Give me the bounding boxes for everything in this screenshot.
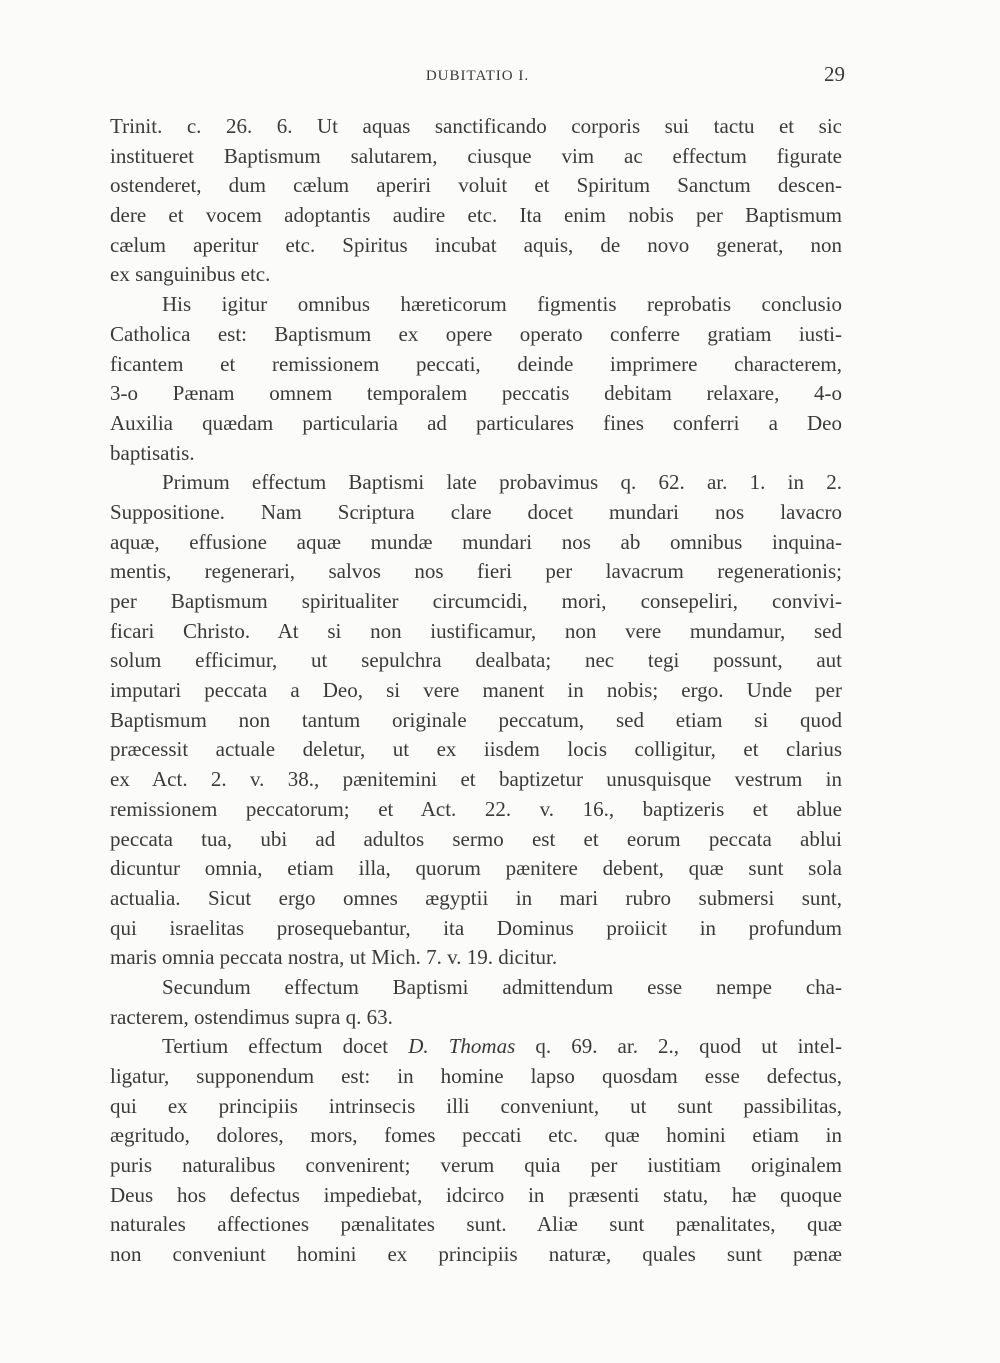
text-line: ficantem et remissionem peccati, deinde imprimere characterem,: [110, 351, 842, 376]
text-line: mentis, regenerari, salvos nos fieri per lavacrum regenerationis;: [110, 559, 842, 584]
text-line: Secundum effectum Baptismi admittendum esse nempe cha-: [162, 974, 842, 999]
text-line: præcessit actuale deletur, ut ex iisdem locis colligitur, et clarius: [110, 737, 842, 762]
text-line: Primum effectum Baptismi late probavimus q. 62. ar. 1. in 2.: [162, 470, 842, 495]
text-line: Suppositione. Nam Scriptura clare docet mundari nos lavacro: [110, 499, 842, 524]
text-line: per Baptismum spiritualiter circumcidi, mori, consepeliri, convivi-: [110, 589, 842, 613]
text-line: naturales affectiones pænalitates sunt. Aliæ sunt pænalitates, quæ: [110, 1212, 842, 1237]
text-line: dicuntur omnia, etiam illa, quorum pænitere debent, quæ sunt sola: [110, 856, 842, 881]
text-line: ex Act. 2. v. 38., pænitemini et baptizetur unusquisque vestrum in: [110, 767, 842, 792]
text-line: dere et vocem adoptantis audire etc. Ita enim nobis per Baptismum: [110, 203, 842, 228]
text-line: Catholica est: Baptismum ex opere operato conferre gratiam iusti-: [110, 321, 842, 346]
text-line: qui israelitas prosequebantur, ita Dominus proiicit in profundum: [110, 915, 842, 940]
text-line: remissionem peccatorum; et Act. 22. v. 16., baptizeris et ablue: [110, 796, 842, 821]
text-line: qui ex principiis intrinsecis illi conveniunt, ut sunt passibilitas,: [110, 1093, 842, 1118]
text-line: aquæ, effusione aquæ mundæ mundari nos ab omnibus inquina-: [110, 529, 842, 554]
text-line: actualia. Sicut ergo omnes ægyptii in mari rubro submersi sunt,: [110, 885, 842, 910]
text-line: His igitur omnibus hæreticorum figmentis reprobatis conclusio: [162, 292, 842, 317]
text-line: ficari Christo. At si non iustificamur, non vere mundamur, sed: [110, 618, 842, 643]
text-line: solum efficimur, ut sepulchra dealbata; nec tegi possunt, aut: [110, 648, 842, 673]
text-line: 3-o Pænam omnem temporalem peccatis debitam relaxare, 4-o: [110, 381, 842, 406]
running-head: [110, 62, 845, 92]
text-line: institueret Baptismum salutarem, ciusque vim ac effectum figurate: [110, 143, 842, 168]
text-line: cælum aperitur etc. Spiritus incubat aquis, de novo generat, non: [110, 232, 842, 257]
body-text: [110, 112, 842, 1270]
text-line: Baptismum non tantum originale peccatum, sed etiam si quod: [110, 707, 842, 732]
text-line: racterem, ostendimus supra q. 63.: [110, 1004, 393, 1029]
text-line: ostenderet, dum cælum aperiri voluit et Spiritum Sanctum descen-: [110, 173, 842, 198]
text-line: imputari peccata a Deo, si vere manent in nobis; ergo. Unde per: [110, 678, 842, 703]
text-line: Auxilia quædam particularia ad particulares fines conferri a Deo: [110, 410, 842, 435]
text-line: puris naturalibus convenirent; verum quia per iustitiam originalem: [110, 1153, 842, 1178]
text-line: non conveniunt homini ex principiis naturæ, quales sunt pænæ: [110, 1242, 842, 1267]
text-line: ex sanguinibus etc.: [110, 262, 271, 287]
running-title: DUBITATIO I.: [425, 68, 530, 84]
text-line: peccata tua, ubi ad adultos sermo est et eorum peccata ablui: [110, 826, 842, 851]
text-line: ligatur, supponendum est: in homine lapso quosdam esse defectus,: [110, 1064, 842, 1088]
text-line: maris omnia peccata nostra, ut Mich. 7. v. 19. dicitur.: [110, 945, 558, 970]
text-line: ægritudo, dolores, mors, fomes peccati etc. quæ homini etiam in: [110, 1123, 842, 1148]
page-number: 29: [824, 62, 845, 86]
text-line: Deus hos defectus impediebat, idcirco in præsenti statu, hæ quoque: [110, 1182, 842, 1207]
text-line: Trinit. c. 26. 6. Ut aquas sanctificando corporis sui tactu et sic: [110, 114, 842, 138]
text-line: baptisatis.: [110, 440, 195, 465]
text-line: Tertium effectum docet D. Thomas q. 69. ar. 2., quod ut intel-: [162, 1034, 843, 1059]
